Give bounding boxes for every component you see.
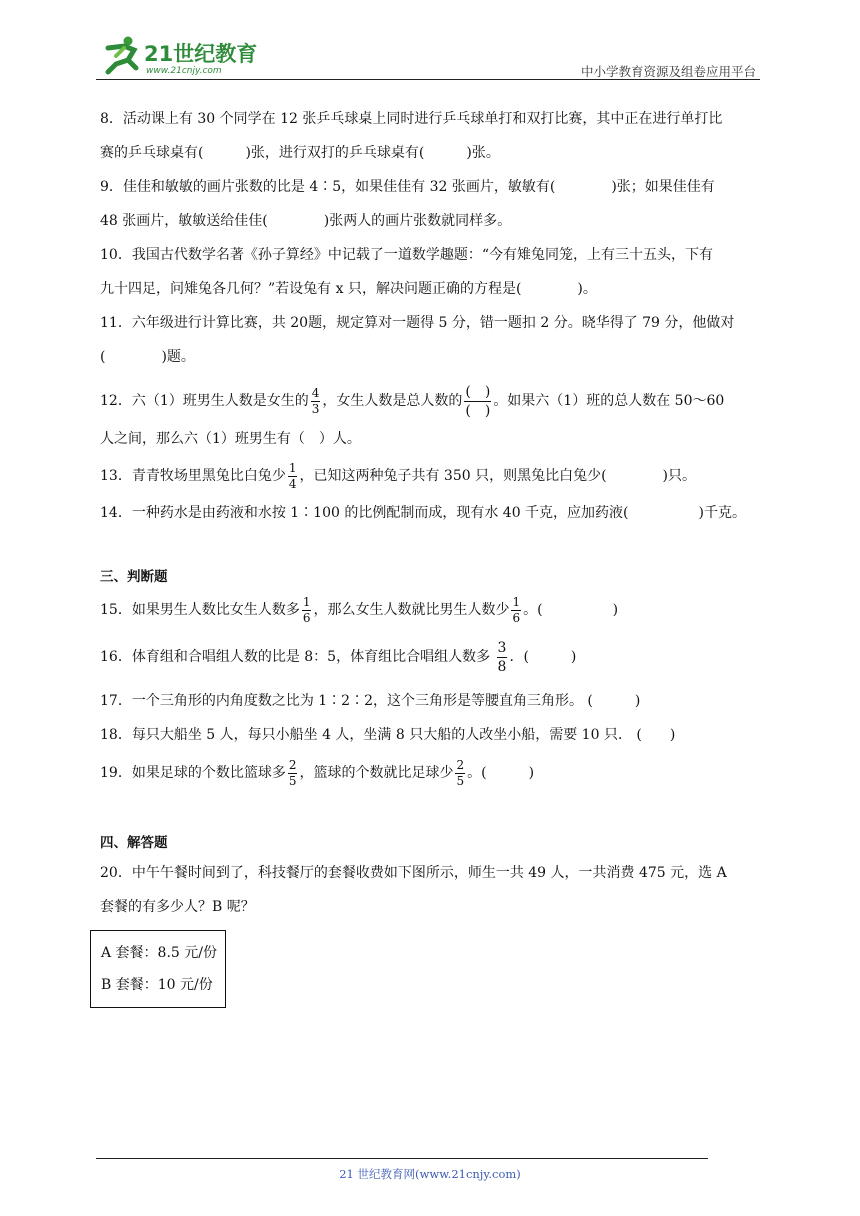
q8-line1: 8．活动课上有 30 个同学在 12 张乒乓球桌上同时进行乒乓球单打和双打比赛，其中正在进行单打比 xyxy=(100,111,723,127)
question-11 xyxy=(100,306,762,374)
q15-text-b: ，那么女生人数就比男生人数少 xyxy=(313,602,510,618)
q12-text-b: ，女生人数是总人数的 xyxy=(322,393,463,409)
q10-line2: 九十四足，问雉兔各几何？”若设兔有 x 只，解决问题正确的方程是( )。 xyxy=(100,281,597,297)
question-13 xyxy=(100,456,762,496)
logo-text: 21世纪教育 xyxy=(144,42,258,66)
fraction xyxy=(511,595,521,626)
question-17: 17．一个三角形的内角度数之比为 1∶2∶2，这个三角形是等腰直角三角形。 ( ) xyxy=(100,693,641,709)
q19-text-b: ，篮球的个数就比足球少 xyxy=(299,765,454,781)
q12-text-c: 。如果六（1）班的总人数在 50～60 xyxy=(493,393,725,409)
fraction-denominator: 6 xyxy=(302,610,311,625)
fraction-denominator: ( ) xyxy=(465,402,491,419)
q12-line2: 人之间，那么六（1）班男生有（ ）人。 xyxy=(100,431,361,447)
price-box xyxy=(90,930,226,1008)
logo-url: www.21cnjy.com xyxy=(146,66,222,76)
question-15 xyxy=(100,590,762,630)
fraction-numerator: 2 xyxy=(288,757,297,772)
question-16 xyxy=(100,630,762,684)
site-logo[interactable] xyxy=(94,34,264,78)
fraction-numerator: 2 xyxy=(456,757,465,772)
fraction-denominator: 8 xyxy=(497,658,507,675)
fraction-numerator: 1 xyxy=(288,460,297,475)
fraction-numerator: 4 xyxy=(311,385,320,400)
q19-text-c: 。( ) xyxy=(467,765,535,781)
section-title-solve: 四、解答题 xyxy=(100,835,168,851)
fraction-denominator: 5 xyxy=(288,773,297,788)
footer-divider xyxy=(96,1158,708,1159)
header-divider xyxy=(96,79,760,80)
q20-line1: 20．中午午餐时间到了，科技餐厅的套餐收费如下图所示，师生一共 49 人，一共消费 475 元，选 A xyxy=(100,865,727,881)
price-a: A 套餐：8.5 元/份 xyxy=(101,945,217,961)
fraction xyxy=(455,758,465,789)
fraction-numerator: ( ) xyxy=(465,383,491,400)
q9-line1: 9．佳佳和敏敏的画片张数的比是 4∶5，如果佳佳有 32 张画片，敏敏有( )张；如果佳佳有 xyxy=(100,179,715,195)
question-9 xyxy=(100,170,762,238)
fraction-numerator: 1 xyxy=(302,594,311,609)
section-title-judgement: 三、判断题 xyxy=(100,569,168,585)
question-20 xyxy=(100,856,762,924)
platform-title: 中小学教育资源及组卷应用平台 xyxy=(580,64,756,79)
question-18: 18．每只大船坐 5 人，每只小船坐 4 人，坐满 8 只大船的人改坐小船，需要 10 只． ( ) xyxy=(100,727,676,743)
fraction xyxy=(497,639,508,676)
fraction xyxy=(311,386,321,417)
question-12 xyxy=(100,380,762,456)
q14-line: 14．一种药水是由药液和水按 1∶100 的比例配制而成，现有水 40 千克，应加药液( )千克。 xyxy=(100,505,746,521)
q15-text-a: 15．如果男生人数比女生人数多 xyxy=(100,602,300,618)
q15-text-c: 。( ) xyxy=(523,602,619,618)
q11-line1: 11．六年级进行计算比赛，共 20题，规定算对一题得 5 分，错一题扣 2 分。晓华得了 79 分，他做对 xyxy=(100,315,735,331)
fraction xyxy=(288,758,298,789)
q19-text-a: 19．如果足球的个数比篮球多 xyxy=(100,765,286,781)
blank-fraction xyxy=(464,383,491,420)
q20-line2: 套餐的有多少人？B 呢？ xyxy=(100,899,255,915)
q13-text-b: ，已知这两种兔子共有 350 只，则黑兔比白兔少( )只。 xyxy=(299,468,697,484)
q8-line2: 赛的乒乓球桌有( )张，进行双打的乒乓球桌有( )张。 xyxy=(100,145,500,161)
fraction xyxy=(288,461,298,492)
runner-logo-icon xyxy=(94,34,264,78)
q16-text-b: ．( ) xyxy=(509,649,577,665)
fraction-denominator: 4 xyxy=(288,476,297,491)
question-14 xyxy=(100,496,762,530)
q12-text-a: 12．六（1）班男生人数是女生的 xyxy=(100,393,309,409)
price-b: B 套餐：10 元/份 xyxy=(101,977,213,993)
q11-line2: ( )题。 xyxy=(100,349,195,365)
q16-text-a: 16．体育组和合唱组人数的比是 8：5，体育组比合唱组人数多 xyxy=(100,649,495,665)
fraction-numerator: 1 xyxy=(512,594,521,609)
q10-line1: 10．我国古代数学名著《孙子算经》中记载了一道数学趣题：“今有雉兔同笼，上有三十五头，下有 xyxy=(100,247,713,263)
question-10 xyxy=(100,238,762,306)
q9-line2: 48 张画片，敏敏送给佳佳( )张两人的画片张数就同样多。 xyxy=(100,213,512,229)
question-19 xyxy=(100,752,762,794)
fraction xyxy=(302,595,312,626)
fraction-denominator: 6 xyxy=(512,610,521,625)
q13-text-a: 13．青青牧场里黑兔比白兔少 xyxy=(100,468,286,484)
fraction-denominator: 3 xyxy=(311,401,320,416)
fraction-denominator: 5 xyxy=(456,773,465,788)
question-8 xyxy=(100,102,762,170)
fraction-numerator: 3 xyxy=(497,639,507,656)
exam-content xyxy=(100,102,762,1008)
footer-link[interactable]: 21 世纪教育网(www.21cnjy.com) xyxy=(339,1167,521,1181)
